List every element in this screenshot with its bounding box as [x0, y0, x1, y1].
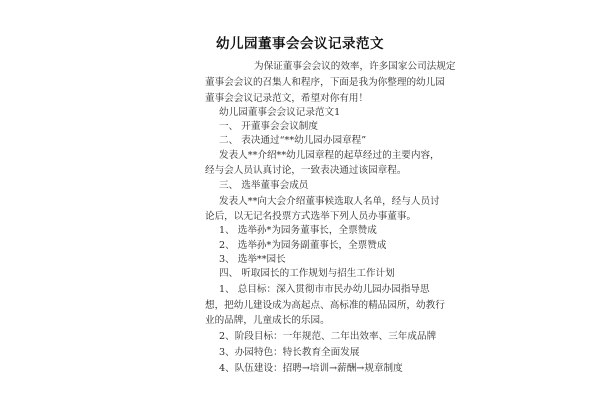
- section-heading: 三、 选举董事会成员: [219, 180, 309, 191]
- paragraph-line: 1、 总目标：深入贯彻市市民办幼儿园办园指导思: [219, 284, 430, 295]
- list-item: 3、 选举**园长: [219, 254, 286, 265]
- paragraph-line: 董事会会议的召集人和程序，下面是我为你整理的幼儿园: [205, 77, 445, 88]
- paragraph-line: 论后，以无记名投票方式选举下列人员办事董事。: [205, 211, 417, 222]
- paragraph-line: 经与会人员认真讨论，一致表决通过该园章程。: [205, 165, 407, 176]
- list-item: 3、办园特色：特长教育全面发展: [219, 347, 360, 358]
- paragraph-line: 发表人**介绍**幼儿园章程的起草经过的主要内容，: [219, 150, 440, 161]
- section-heading: 四、 听取园长的工作规划与招生工作计划: [219, 268, 395, 279]
- paragraph-line: 业的品牌，儿童成长的乐园。: [205, 315, 330, 326]
- paragraph-line: 董事会会议记录范文，希望对你有用！: [205, 93, 369, 104]
- paragraph-line: 发表人**向大会介绍董事候选取人名单，经与人员讨: [219, 196, 440, 207]
- section-heading: 幼儿园董事会会议记录范文1: [219, 107, 341, 118]
- document-title: 幼儿园董事会会议记录范文: [216, 36, 384, 52]
- list-item: 2、 选举孙*为园务副董事长，全票赞成: [219, 240, 387, 251]
- list-item: 4、队伍建设：招聘→培训→薪酬→规章制度: [219, 363, 403, 374]
- list-item: 1、 选举孙*为园务董事长，全票赞成: [219, 225, 377, 236]
- paragraph-line: 为保证董事会会议的效率，许多国家公司法规定: [254, 61, 456, 72]
- section-heading: 一、 开董事会会议制度: [219, 121, 318, 132]
- paragraph-line: 想，把幼儿建设成为高起点、高标准的精品园所，幼教行: [205, 300, 445, 311]
- section-heading: 二、 表决通过“**幼儿园办园章程”: [219, 135, 367, 146]
- list-item: 2、阶段目标：一年规范、二年出效率、三年成品牌: [219, 331, 437, 342]
